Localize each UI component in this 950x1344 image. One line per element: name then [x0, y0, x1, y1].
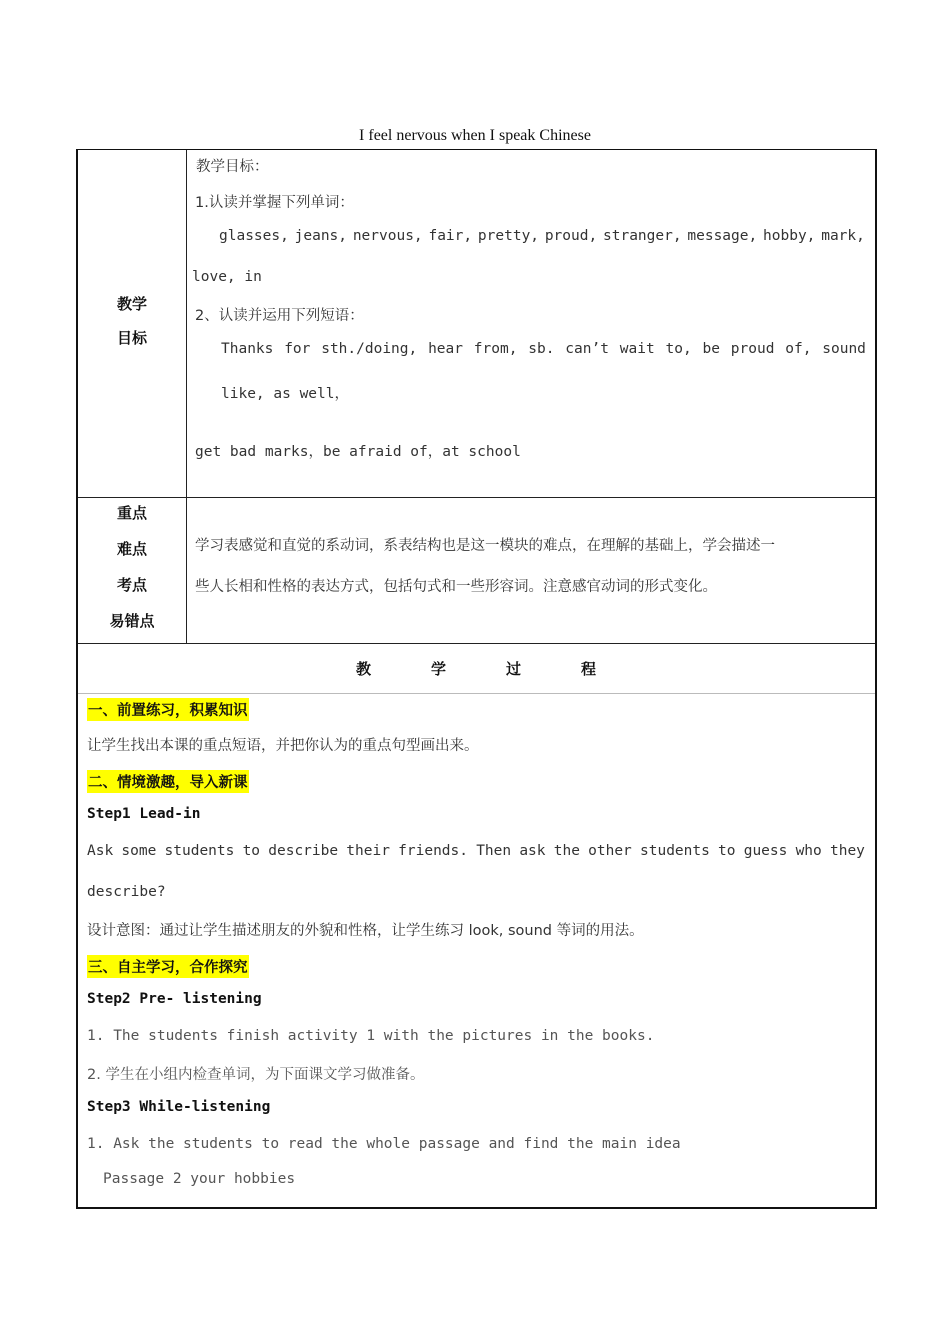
objectives-label-line2: 目标 [116, 329, 147, 347]
phrase-word: proud [730, 341, 775, 357]
step-1-word: guess [743, 843, 788, 859]
key-points-label-3: 考点 [116, 576, 147, 594]
process-heading-char: 过 [506, 660, 522, 678]
section-1-text: 让学生找出本课的重点短语，并把你认为的重点句型画出来。 [87, 738, 479, 754]
step-1-word: to [242, 843, 261, 859]
key-points-label-1: 重点 [116, 504, 147, 522]
key-points-text-line2: 些人长相和性格的表达方式，包括句式和一些形容词。注意感官动词的形式变化。 [195, 579, 717, 595]
objectives-heading: 教学目标： [196, 159, 269, 175]
vocab-word: jeans, [294, 228, 348, 244]
phrase-list-line2: like, as well， [221, 386, 349, 402]
step-1-word: their [346, 843, 390, 859]
phrase-list-line3: get bad marks，be afraid of，at school [195, 444, 521, 460]
step-1-word: describe [268, 843, 339, 859]
phrase-word: sound [822, 341, 866, 357]
key-points-row [78, 498, 875, 644]
key-points-label [78, 498, 187, 643]
vocab-word: glasses, [219, 228, 289, 244]
step-1-word: Ask [87, 843, 114, 859]
step-1-text-line2: describe? [87, 884, 166, 900]
step-1-text [87, 843, 865, 859]
section-3-heading: 三、自主学习，合作探究 [87, 955, 249, 978]
step-1-word: ask [519, 843, 546, 859]
phrase-word: can’t [565, 341, 609, 357]
phrase-word: from, [473, 341, 518, 357]
vocabulary-words [219, 228, 865, 244]
step-2-item-2: 2. 学生在小组内检查单词，为下面课文学习做准备。 [87, 1067, 425, 1083]
objectives-row [78, 150, 875, 498]
objectives-label-line1: 教学 [116, 295, 147, 313]
vocab-word: pretty, [477, 228, 540, 244]
objectives-item-1: 1.认读并掌握下列单词： [195, 195, 354, 211]
phrase-word: sth./doing, [321, 341, 418, 357]
step-3-passage: Passage 2 your hobbies [103, 1171, 296, 1187]
vocab-word: fair, [428, 228, 473, 244]
section-1-heading: 一、前置练习，积累知识 [87, 698, 249, 721]
objectives-label [78, 150, 187, 497]
process-heading-char: 教 [356, 660, 372, 678]
vocab-word: mark, [821, 228, 865, 244]
step-3-heading: Step3 While-listening [87, 1099, 271, 1115]
process-heading-row [78, 644, 875, 694]
design-intent: 设计意图：通过让学生描述朋友的外貌和性格，让学生练习 look, sound 等词的用法。 [87, 923, 644, 939]
phrase-list [221, 341, 866, 357]
phrase-word: for [284, 341, 311, 357]
vocab-word: proud, [544, 228, 598, 244]
vocabulary-words-line2: love, in [192, 269, 262, 285]
process-heading-char: 程 [581, 660, 597, 678]
phrase-word: wait [619, 341, 655, 357]
step-1-word: to [718, 843, 736, 859]
step-1-word: other [588, 843, 632, 859]
step-1-heading: Step1 Lead-in [87, 806, 201, 822]
step-3-item-1: 1. Ask the students to read the whole passage and find the main idea [87, 1136, 681, 1152]
key-points-label-2: 难点 [116, 540, 147, 558]
step-1-word: some [121, 843, 157, 859]
vocab-word: stranger, [603, 228, 682, 244]
lesson-plan-table [76, 149, 877, 1209]
document-title: I feel nervous when I speak Chinese [359, 127, 591, 144]
key-points-label-4: 易错点 [109, 612, 155, 630]
step-1-word: Then [476, 843, 512, 859]
phrase-word: hear [428, 341, 463, 357]
step-1-word: friends. [398, 843, 468, 859]
step-2-heading: Step2 Pre- listening [87, 991, 262, 1007]
section-2-heading: 二、情境激趣，导入新课 [87, 770, 249, 793]
phrase-word: sb. [528, 341, 555, 357]
phrase-word: to, [665, 341, 692, 357]
step-2-item-1: 1. The students finish activity 1 with the pictures in the books. [87, 1028, 655, 1044]
key-points-text-line1: 学习表感觉和直觉的系动词，系表结构也是这一模块的难点，在理解的基础上，学会描述一 [195, 538, 775, 554]
process-heading-char: 学 [431, 660, 447, 678]
step-1-word: students [164, 843, 235, 859]
phrase-word: of, [785, 341, 812, 357]
step-1-word: the [553, 843, 580, 859]
vocab-word: message, [687, 228, 758, 244]
vocab-word: nervous, [352, 228, 423, 244]
step-1-word: who [795, 843, 822, 859]
phrase-word: be [702, 341, 720, 357]
step-1-word: students [640, 843, 710, 859]
objectives-item-2: 2、认读并运用下列短语： [195, 308, 364, 324]
step-1-word: they [829, 843, 865, 859]
phrase-word: Thanks [221, 341, 274, 357]
vocab-word: hobby, [763, 228, 816, 244]
